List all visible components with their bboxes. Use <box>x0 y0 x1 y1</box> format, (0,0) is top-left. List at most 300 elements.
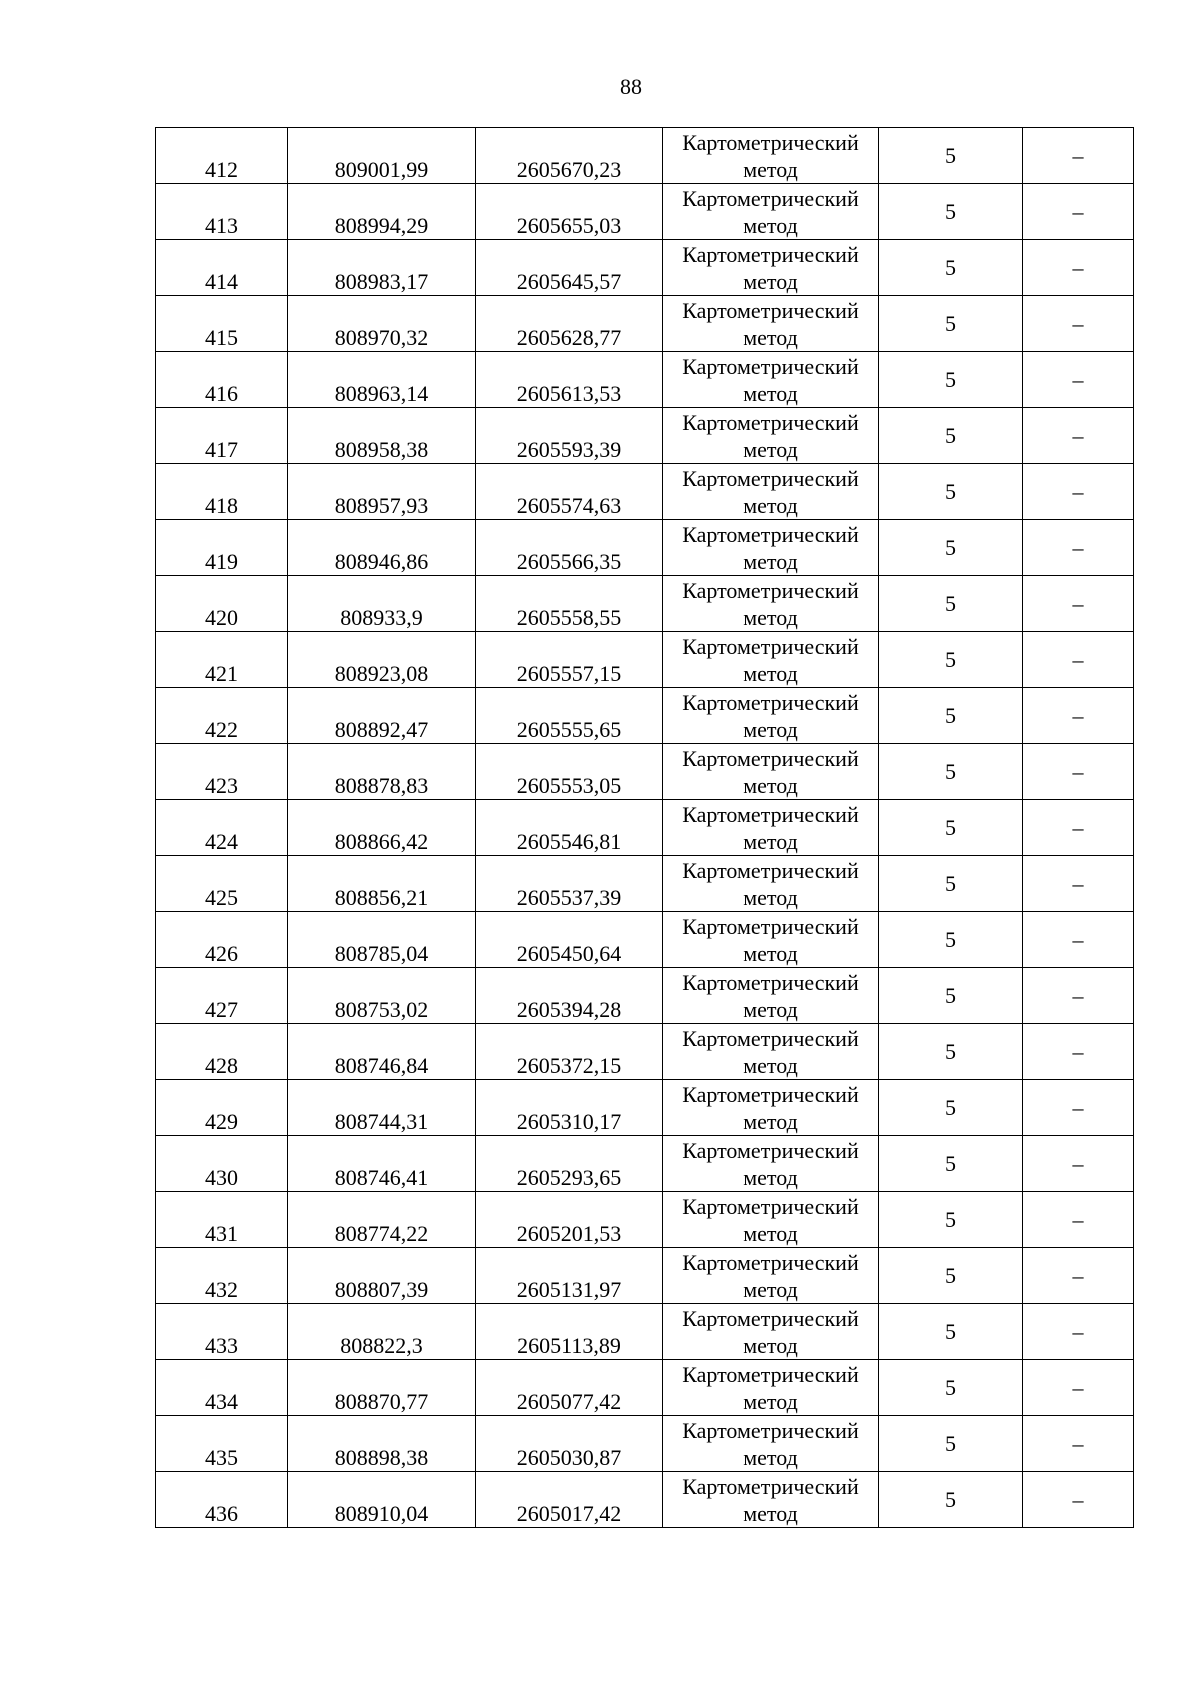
accuracy-cell <box>879 408 1023 464</box>
accuracy-cell-text: 5 <box>945 759 956 784</box>
point-number-cell-text: 433 <box>205 1333 238 1358</box>
point-number-cell-text: 420 <box>205 605 238 630</box>
table-row <box>156 1080 1134 1136</box>
coordinate-y-cell-text: 2605558,55 <box>516 605 622 630</box>
coordinate-y-cell <box>476 1248 663 1304</box>
point-number-cell <box>156 968 288 1024</box>
method-cell-text: Картометрический <box>682 521 859 547</box>
accuracy-cell <box>879 352 1023 408</box>
method-cell-text: метод <box>743 660 798 686</box>
coordinate-x-cell <box>288 464 476 520</box>
description-cell-text: – <box>1072 703 1084 728</box>
description-cell-text: – <box>1072 199 1084 224</box>
table-row <box>156 744 1134 800</box>
method-cell-text: метод <box>743 324 798 350</box>
method-cell <box>663 1304 879 1360</box>
coordinate-y-cell <box>476 408 663 464</box>
description-cell <box>1023 464 1134 520</box>
accuracy-cell-text: 5 <box>945 591 956 616</box>
accuracy-cell-text: 5 <box>945 311 956 336</box>
point-number-cell-text: 427 <box>205 997 238 1022</box>
accuracy-cell-text: 5 <box>945 1263 956 1288</box>
method-cell-text: Картометрический <box>682 1193 859 1219</box>
point-number-cell <box>156 576 288 632</box>
point-number-cell <box>156 1136 288 1192</box>
coordinate-x-cell-text: 808892,47 <box>334 717 429 742</box>
table-row <box>156 184 1134 240</box>
coordinate-y-cell <box>476 632 663 688</box>
description-cell-text: – <box>1072 591 1084 616</box>
accuracy-cell <box>879 128 1023 184</box>
coordinate-x-cell <box>288 520 476 576</box>
method-cell-text: Картометрический <box>682 1081 859 1107</box>
coordinate-y-cell-text: 2605613,53 <box>516 381 622 406</box>
method-cell-text: метод <box>743 1220 798 1246</box>
point-number-cell <box>156 520 288 576</box>
point-number-cell <box>156 128 288 184</box>
coordinate-x-cell-text: 808807,39 <box>334 1277 429 1302</box>
description-cell <box>1023 968 1134 1024</box>
point-number-cell-text: 423 <box>205 773 238 798</box>
method-cell <box>663 128 879 184</box>
method-cell-text: Картометрический <box>682 689 859 715</box>
coordinate-y-cell <box>476 1416 663 1472</box>
coordinate-x-cell-text: 809001,99 <box>334 157 429 182</box>
accuracy-cell <box>879 1080 1023 1136</box>
point-number-cell <box>156 184 288 240</box>
page-number: 88 <box>620 74 642 99</box>
coordinate-y-cell-text: 2605131,97 <box>516 1277 622 1302</box>
coordinate-x-cell-text: 808785,04 <box>334 941 429 966</box>
method-cell-text: Картометрический <box>682 857 859 883</box>
description-cell <box>1023 576 1134 632</box>
point-number-cell-text: 422 <box>205 717 238 742</box>
point-number-cell-text: 413 <box>205 213 238 238</box>
accuracy-cell <box>879 240 1023 296</box>
accuracy-cell <box>879 520 1023 576</box>
coordinate-y-cell <box>476 240 663 296</box>
coordinate-x-cell <box>288 968 476 1024</box>
coordinate-x-cell-text: 808958,38 <box>334 437 429 462</box>
description-cell <box>1023 912 1134 968</box>
description-cell <box>1023 1024 1134 1080</box>
accuracy-cell-text: 5 <box>945 423 956 448</box>
method-cell-text: Картометрический <box>682 1417 859 1443</box>
coordinate-y-cell <box>476 1472 663 1528</box>
method-cell <box>663 1472 879 1528</box>
method-cell-text: Картометрический <box>682 1305 859 1331</box>
point-number-cell-text: 418 <box>205 493 238 518</box>
accuracy-cell-text: 5 <box>945 367 956 392</box>
coordinate-x-cell-text: 808856,21 <box>334 885 429 910</box>
coordinate-y-cell <box>476 1360 663 1416</box>
accuracy-cell <box>879 1416 1023 1472</box>
description-cell <box>1023 1136 1134 1192</box>
coordinate-y-cell-text: 2605372,15 <box>516 1053 622 1078</box>
table-row <box>156 1136 1134 1192</box>
coordinate-x-cell-text: 808933,9 <box>340 605 423 630</box>
point-number-cell <box>156 1024 288 1080</box>
table-row <box>156 1304 1134 1360</box>
coordinate-y-cell-text: 2605310,17 <box>516 1109 622 1134</box>
accuracy-cell <box>879 576 1023 632</box>
description-cell <box>1023 520 1134 576</box>
coordinate-y-cell-text: 2605394,28 <box>516 997 622 1022</box>
description-cell-text: – <box>1072 759 1084 784</box>
point-number-cell-text: 436 <box>205 1501 238 1526</box>
accuracy-cell-text: 5 <box>945 1319 956 1344</box>
coordinate-y-cell-text: 2605030,87 <box>516 1445 622 1470</box>
point-number-cell <box>156 800 288 856</box>
coordinate-y-cell-text: 2605670,23 <box>516 157 622 182</box>
method-cell-text: метод <box>743 492 798 518</box>
table-row <box>156 296 1134 352</box>
method-cell <box>663 688 879 744</box>
method-cell <box>663 632 879 688</box>
description-cell-text: – <box>1072 1039 1084 1064</box>
coordinate-x-cell-text: 808898,38 <box>334 1445 429 1470</box>
method-cell-text: метод <box>743 156 798 182</box>
coordinate-x-cell <box>288 1080 476 1136</box>
point-number-cell-text: 428 <box>205 1053 238 1078</box>
coordinate-x-cell <box>288 800 476 856</box>
method-cell-text: метод <box>743 1332 798 1358</box>
method-cell-text: Картометрический <box>682 409 859 435</box>
accuracy-cell <box>879 1192 1023 1248</box>
method-cell <box>663 1248 879 1304</box>
coordinate-x-cell <box>288 1024 476 1080</box>
coordinate-y-cell <box>476 744 663 800</box>
description-cell <box>1023 1360 1134 1416</box>
coordinate-y-cell-text: 2605655,03 <box>516 213 622 238</box>
point-number-cell-text: 432 <box>205 1277 238 1302</box>
accuracy-cell <box>879 912 1023 968</box>
point-number-cell-text: 425 <box>205 885 238 910</box>
method-cell <box>663 296 879 352</box>
point-number-cell <box>156 632 288 688</box>
description-cell-text: – <box>1072 647 1084 672</box>
coordinate-y-cell-text: 2605537,39 <box>516 885 622 910</box>
coordinate-x-cell-text: 808910,04 <box>334 1501 429 1526</box>
coordinates-table <box>155 127 1134 1528</box>
description-cell-text: – <box>1072 1095 1084 1120</box>
coordinate-x-cell <box>288 1472 476 1528</box>
method-cell <box>663 856 879 912</box>
method-cell <box>663 576 879 632</box>
coordinate-x-cell <box>288 184 476 240</box>
method-cell-text: Картометрический <box>682 297 859 323</box>
point-number-cell <box>156 856 288 912</box>
coordinate-y-cell-text: 2605113,89 <box>517 1333 621 1358</box>
table-row <box>156 240 1134 296</box>
coordinate-x-cell-text: 808822,3 <box>340 1333 423 1358</box>
method-cell-text: Картометрический <box>682 913 859 939</box>
point-number-cell-text: 430 <box>205 1165 238 1190</box>
method-cell-text: метод <box>743 828 798 854</box>
method-cell-text: Картометрический <box>682 1473 859 1499</box>
table-row <box>156 856 1134 912</box>
point-number-cell <box>156 352 288 408</box>
method-cell <box>663 912 879 968</box>
point-number-cell <box>156 744 288 800</box>
method-cell-text: метод <box>743 940 798 966</box>
coordinate-x-cell-text: 808994,29 <box>334 213 429 238</box>
coordinate-y-cell <box>476 520 663 576</box>
description-cell <box>1023 296 1134 352</box>
description-cell <box>1023 632 1134 688</box>
description-cell-text: – <box>1072 1263 1084 1288</box>
point-number-cell-text: 426 <box>205 941 238 966</box>
coordinate-y-cell <box>476 968 663 1024</box>
description-cell <box>1023 1304 1134 1360</box>
coordinate-x-cell-text: 808866,42 <box>334 829 429 854</box>
method-cell-text: метод <box>743 380 798 406</box>
point-number-cell <box>156 1360 288 1416</box>
method-cell-text: метод <box>743 212 798 238</box>
table-row <box>156 632 1134 688</box>
coordinate-x-cell <box>288 632 476 688</box>
description-cell-text: – <box>1072 1151 1084 1176</box>
method-cell <box>663 1136 879 1192</box>
description-cell <box>1023 128 1134 184</box>
coordinate-x-cell-text: 808963,14 <box>334 381 429 406</box>
coordinate-x-cell <box>288 240 476 296</box>
description-cell-text: – <box>1072 1319 1084 1344</box>
method-cell <box>663 464 879 520</box>
accuracy-cell <box>879 1248 1023 1304</box>
table-row <box>156 688 1134 744</box>
coordinate-x-cell-text: 808957,93 <box>334 493 429 518</box>
coordinate-y-cell <box>476 352 663 408</box>
point-number-cell-text: 417 <box>205 437 238 462</box>
accuracy-cell <box>879 184 1023 240</box>
accuracy-cell <box>879 1136 1023 1192</box>
coordinate-x-cell-text: 808744,31 <box>334 1109 429 1134</box>
table-row <box>156 576 1134 632</box>
method-cell-text: Картометрический <box>682 1361 859 1387</box>
coordinate-x-cell <box>288 1304 476 1360</box>
method-cell-text: Картометрический <box>682 633 859 659</box>
table-row <box>156 800 1134 856</box>
table-row <box>156 1192 1134 1248</box>
method-cell <box>663 1080 879 1136</box>
coordinate-y-cell <box>476 576 663 632</box>
coordinate-y-cell <box>476 1192 663 1248</box>
coordinate-y-cell-text: 2605555,65 <box>516 717 622 742</box>
method-cell-text: Картометрический <box>682 185 859 211</box>
description-cell <box>1023 1416 1134 1472</box>
description-cell-text: – <box>1072 815 1084 840</box>
method-cell-text: метод <box>743 772 798 798</box>
description-cell-text: – <box>1072 1487 1084 1512</box>
coordinate-x-cell <box>288 688 476 744</box>
method-cell-text: Картометрический <box>682 969 859 995</box>
coordinate-x-cell <box>288 296 476 352</box>
coordinate-x-cell <box>288 408 476 464</box>
point-number-cell-text: 415 <box>205 325 238 350</box>
point-number-cell <box>156 408 288 464</box>
method-cell-text: Картометрический <box>682 1249 859 1275</box>
coordinate-y-cell <box>476 184 663 240</box>
point-number-cell-text: 429 <box>205 1109 238 1134</box>
table-row <box>156 968 1134 1024</box>
method-cell <box>663 968 879 1024</box>
point-number-cell-text: 435 <box>205 1445 238 1470</box>
coordinate-x-cell-text: 808983,17 <box>334 269 429 294</box>
coordinate-x-cell-text: 808946,86 <box>334 549 429 574</box>
method-cell-text: метод <box>743 716 798 742</box>
method-cell-text: Картометрический <box>682 465 859 491</box>
point-number-cell-text: 424 <box>205 829 238 854</box>
coordinate-y-cell-text: 2605628,77 <box>516 325 622 350</box>
coordinate-y-cell-text: 2605450,64 <box>516 941 622 966</box>
description-cell <box>1023 688 1134 744</box>
method-cell-text: Картометрический <box>682 241 859 267</box>
accuracy-cell <box>879 688 1023 744</box>
point-number-cell <box>156 464 288 520</box>
accuracy-cell-text: 5 <box>945 255 956 280</box>
description-cell-text: – <box>1072 927 1084 952</box>
coordinate-y-cell-text: 2605546,81 <box>516 829 622 854</box>
coordinate-y-cell <box>476 912 663 968</box>
description-cell <box>1023 184 1134 240</box>
coordinate-x-cell <box>288 856 476 912</box>
method-cell-text: метод <box>743 1276 798 1302</box>
coordinate-x-cell <box>288 128 476 184</box>
coordinate-x-cell <box>288 1248 476 1304</box>
coordinate-y-cell <box>476 1136 663 1192</box>
accuracy-cell-text: 5 <box>945 983 956 1008</box>
coordinate-x-cell-text: 808923,08 <box>334 661 429 686</box>
method-cell <box>663 1360 879 1416</box>
point-number-cell <box>156 1080 288 1136</box>
method-cell-text: Картометрический <box>682 1025 859 1051</box>
accuracy-cell <box>879 1304 1023 1360</box>
table-row <box>156 1472 1134 1528</box>
point-number-cell <box>156 1192 288 1248</box>
table-row <box>156 912 1134 968</box>
method-cell-text: метод <box>743 604 798 630</box>
point-number-cell-text: 416 <box>205 381 238 406</box>
accuracy-cell <box>879 744 1023 800</box>
accuracy-cell <box>879 1024 1023 1080</box>
coordinate-y-cell-text: 2605077,42 <box>516 1389 622 1414</box>
description-cell <box>1023 800 1134 856</box>
accuracy-cell <box>879 800 1023 856</box>
accuracy-cell-text: 5 <box>945 647 956 672</box>
method-cell <box>663 352 879 408</box>
table-row <box>156 520 1134 576</box>
coordinate-y-cell <box>476 1024 663 1080</box>
point-number-cell <box>156 296 288 352</box>
point-number-cell <box>156 240 288 296</box>
method-cell-text: метод <box>743 1108 798 1134</box>
method-cell-text: Картометрический <box>682 1137 859 1163</box>
coordinate-x-cell-text: 808753,02 <box>334 997 429 1022</box>
method-cell <box>663 240 879 296</box>
coordinate-y-cell <box>476 296 663 352</box>
accuracy-cell-text: 5 <box>945 1431 956 1456</box>
coordinate-y-cell <box>476 688 663 744</box>
coordinate-x-cell-text: 808970,32 <box>334 325 429 350</box>
method-cell-text: метод <box>743 436 798 462</box>
method-cell <box>663 1192 879 1248</box>
description-cell <box>1023 1080 1134 1136</box>
description-cell-text: – <box>1072 1207 1084 1232</box>
coordinate-y-cell <box>476 856 663 912</box>
table-row <box>156 128 1134 184</box>
coordinate-x-cell-text: 808774,22 <box>334 1221 429 1246</box>
accuracy-cell <box>879 1472 1023 1528</box>
accuracy-cell-text: 5 <box>945 479 956 504</box>
description-cell-text: – <box>1072 983 1084 1008</box>
description-cell <box>1023 1472 1134 1528</box>
accuracy-cell <box>879 968 1023 1024</box>
method-cell-text: метод <box>743 996 798 1022</box>
method-cell-text: метод <box>743 1444 798 1470</box>
method-cell-text: метод <box>743 1052 798 1078</box>
table-row <box>156 352 1134 408</box>
description-cell-text: – <box>1072 143 1084 168</box>
description-cell-text: – <box>1072 1431 1084 1456</box>
accuracy-cell <box>879 632 1023 688</box>
description-cell <box>1023 1192 1134 1248</box>
coordinate-y-cell-text: 2605557,15 <box>516 661 622 686</box>
accuracy-cell-text: 5 <box>945 703 956 728</box>
accuracy-cell-text: 5 <box>945 1039 956 1064</box>
point-number-cell <box>156 1248 288 1304</box>
description-cell <box>1023 856 1134 912</box>
description-cell <box>1023 1248 1134 1304</box>
point-number-cell <box>156 1472 288 1528</box>
table-row <box>156 1416 1134 1472</box>
description-cell <box>1023 240 1134 296</box>
point-number-cell-text: 421 <box>205 661 238 686</box>
description-cell <box>1023 744 1134 800</box>
point-number-cell-text: 434 <box>205 1389 238 1414</box>
method-cell-text: Картометрический <box>682 745 859 771</box>
coordinate-y-cell-text: 2605574,63 <box>516 493 622 518</box>
coordinate-y-cell <box>476 464 663 520</box>
coordinate-x-cell-text: 808746,41 <box>334 1165 429 1190</box>
accuracy-cell-text: 5 <box>945 1375 956 1400</box>
method-cell <box>663 184 879 240</box>
description-cell-text: – <box>1072 423 1084 448</box>
coordinate-x-cell <box>288 912 476 968</box>
accuracy-cell-text: 5 <box>945 1095 956 1120</box>
table-row <box>156 1248 1134 1304</box>
method-cell <box>663 1024 879 1080</box>
coordinate-y-cell-text: 2605593,39 <box>516 437 622 462</box>
coordinate-y-cell-text: 2605566,35 <box>516 549 622 574</box>
method-cell-text: метод <box>743 1164 798 1190</box>
accuracy-cell-text: 5 <box>945 1207 956 1232</box>
point-number-cell <box>156 1304 288 1360</box>
method-cell-text: метод <box>743 268 798 294</box>
method-cell <box>663 800 879 856</box>
description-cell-text: – <box>1072 871 1084 896</box>
description-cell-text: – <box>1072 479 1084 504</box>
point-number-cell-text: 414 <box>205 269 238 294</box>
description-cell-text: – <box>1072 1375 1084 1400</box>
method-cell <box>663 744 879 800</box>
method-cell-text: метод <box>743 1388 798 1414</box>
point-number-cell-text: 431 <box>205 1221 238 1246</box>
coordinate-x-cell-text: 808870,77 <box>334 1389 429 1414</box>
accuracy-cell-text: 5 <box>945 871 956 896</box>
coordinate-y-cell <box>476 1080 663 1136</box>
method-cell <box>663 1416 879 1472</box>
